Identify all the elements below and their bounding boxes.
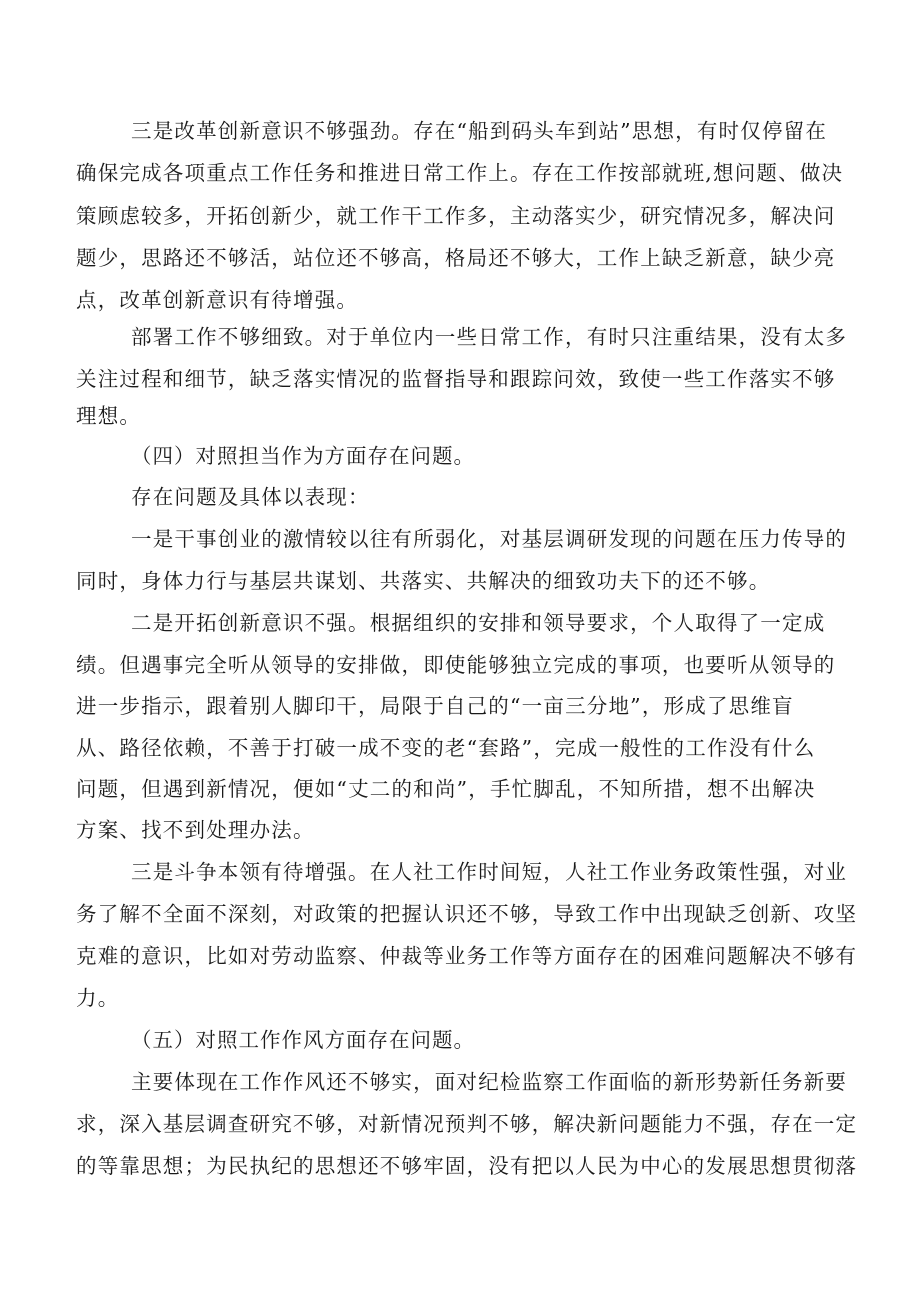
paragraph-6-line-2: 务了解不全面不深刻，对政策的把握认识还不够，导致工作中出现缺乏创新、攻坚 <box>76 902 858 926</box>
paragraph-1-line-1: 三是改革创新意识不够强劲。存在“船到码头车到站”思想，有时仅停留在 <box>131 119 828 143</box>
paragraph-4-line-1: 一是干事创业的激情较以往有所弱化，对基层调研发现的问题在压力传导的 <box>131 527 848 551</box>
paragraph-5-line-5: 问题，但遇到新情况，便如“丈二的和尚”，手忙脚乱，不知所措，想不出解决 <box>76 777 816 801</box>
paragraph-1-line-4: 题少，思路还不够活，站位还不够高，格局还不够大，工作上缺乏新意，缺少亮 <box>76 246 836 270</box>
section-heading-5: （五）对照工作作风方面存在问题。 <box>131 1028 475 1052</box>
paragraph-6-line-3: 克难的意识，比如对劳动监察、仲裁等业务工作等方面存在的困难问题解决不够有 <box>76 944 858 968</box>
paragraph-4-line-2: 同时，身体力行与基层共谋划、共落实、共解决的细致功夫下的还不够。 <box>76 569 771 593</box>
paragraph-5-line-2: 绩。但遇事完全听从领导的安排做，即使能够独立完成的事项，也要听从领导的 <box>76 653 836 677</box>
paragraph-5-line-6: 方案、找不到处理办法。 <box>76 818 315 842</box>
paragraph-5-line-3: 进一步指示，跟着别人脚印干，局限于自己的“一亩三分地”，形成了思维盲 <box>76 694 794 718</box>
paragraph-5-line-1: 二是开拓创新意识不强。根据组织的安排和领导要求，个人取得了一定成 <box>131 611 826 635</box>
paragraph-3-line-1: 存在问题及具体以表现： <box>131 485 370 509</box>
paragraph-6-line-1: 三是斗争本领有待增强。在人社工作时间短，人社工作业务政策性强，对业 <box>131 860 848 884</box>
paragraph-1-line-2: 确保完成各项重点工作任务和推进日常工作上。存在工作按部就班,想问题、做决 <box>76 161 844 185</box>
paragraph-7-line-3: 的等靠思想；为民执纪的思想还不够牢固，没有把以人民为中心的发展思想贯彻落 <box>76 1154 858 1178</box>
paragraph-1-line-5: 点，改革创新意识有待增强。 <box>76 288 359 312</box>
paragraph-7-line-2: 求，深入基层调查研究不够，对新情况预判不够，解决新问题能力不强，存在一定 <box>76 1112 858 1136</box>
paragraph-2-line-2: 关注过程和细节，缺乏落实情况的监督指导和跟踪问效，致使一些工作落实不够 <box>76 367 836 391</box>
paragraph-5-line-4: 从、路径依赖，不善于打破一成不变的老“套路”，完成一般性的工作没有什么 <box>76 736 816 760</box>
paragraph-7-line-1: 主要体现在工作作风还不够实，面对纪检监察工作面临的新形势新任务新要 <box>131 1070 848 1094</box>
paragraph-1-line-3: 策顾虑较多，开拓创新少，就工作干工作多，主动落实少，研究情况多，解决问 <box>76 204 836 228</box>
section-heading-4: （四）对照担当作为方面存在问题。 <box>131 444 475 468</box>
paragraph-2-line-1: 部署工作不够细致。对于单位内一些日常工作，有时只注重结果，没有太多 <box>131 325 848 349</box>
paragraph-6-line-4: 力。 <box>76 986 120 1010</box>
paragraph-2-line-3: 理想。 <box>76 404 142 428</box>
